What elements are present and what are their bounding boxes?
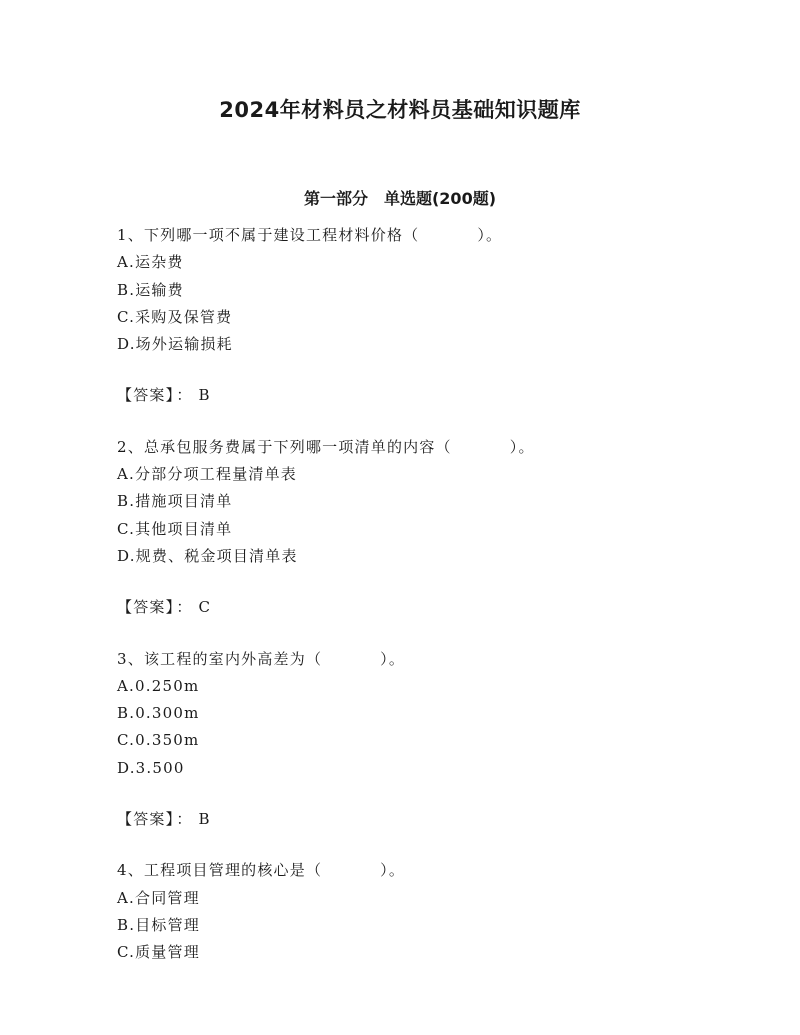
option-c: C.其他项目清单: [117, 519, 233, 538]
stem-text: 4、工程项目管理的核心是（: [117, 861, 323, 880]
option-b: B.目标管理: [117, 915, 200, 934]
question-stem: [117, 646, 717, 673]
question-list: [117, 222, 717, 991]
stem-end: ）。: [477, 226, 503, 244]
option-a: A.0.250m: [117, 676, 200, 695]
answer-separator: ：: [176, 386, 193, 405]
document-title: 2024年材料员之材料员基础知识题库: [219, 98, 581, 122]
answer-value: C: [198, 598, 212, 617]
section-heading: 第一部分 单选题(200题): [303, 189, 497, 208]
option-d: D.规费、税金项目清单表: [117, 546, 298, 565]
question-3: [117, 646, 717, 834]
answer-value: B: [198, 386, 211, 405]
option-b: B.措施项目清单: [117, 492, 233, 511]
answer-label: 【答案】: [117, 386, 175, 405]
question-stem: [117, 434, 717, 461]
stem-end: ）。: [380, 649, 406, 668]
question-4: [117, 857, 717, 966]
option-b: B.运输费: [117, 280, 184, 299]
answer-separator: ：: [176, 598, 193, 617]
answer-label: 【答案】: [117, 598, 175, 617]
question-2: [117, 434, 717, 622]
stem-end: ）。: [509, 437, 535, 456]
answer-separator: ：: [176, 810, 193, 829]
answer-line: [117, 382, 717, 409]
question-1: [117, 222, 717, 410]
question-stem: [117, 857, 717, 884]
answer-line: [117, 594, 717, 621]
answer-line: [117, 806, 717, 833]
option-d: D.3.500: [117, 758, 185, 777]
option-a: A.运杂费: [117, 253, 184, 272]
option-a: A.分部分项工程量清单表: [117, 465, 298, 484]
option-b: B.0.300m: [117, 704, 200, 723]
option-c: C.采购及保管费: [117, 307, 233, 326]
option-c: C.质量管理: [117, 943, 200, 962]
option-a: A.合同管理: [117, 888, 200, 907]
answer-label: 【答案】: [117, 810, 175, 829]
stem-text: 1、下列哪一项不属于建设工程材料价格（: [117, 226, 420, 244]
stem-end: ）。: [380, 861, 406, 880]
stem-text: 3、该工程的室内外高差为（: [117, 649, 323, 668]
option-d: D.场外运输损耗: [117, 335, 233, 354]
option-c: C.0.350m: [117, 731, 200, 750]
stem-text: 2、总承包服务费属于下列哪一项清单的内容（: [117, 437, 452, 456]
answer-value: B: [198, 810, 211, 829]
question-stem: [117, 222, 717, 249]
